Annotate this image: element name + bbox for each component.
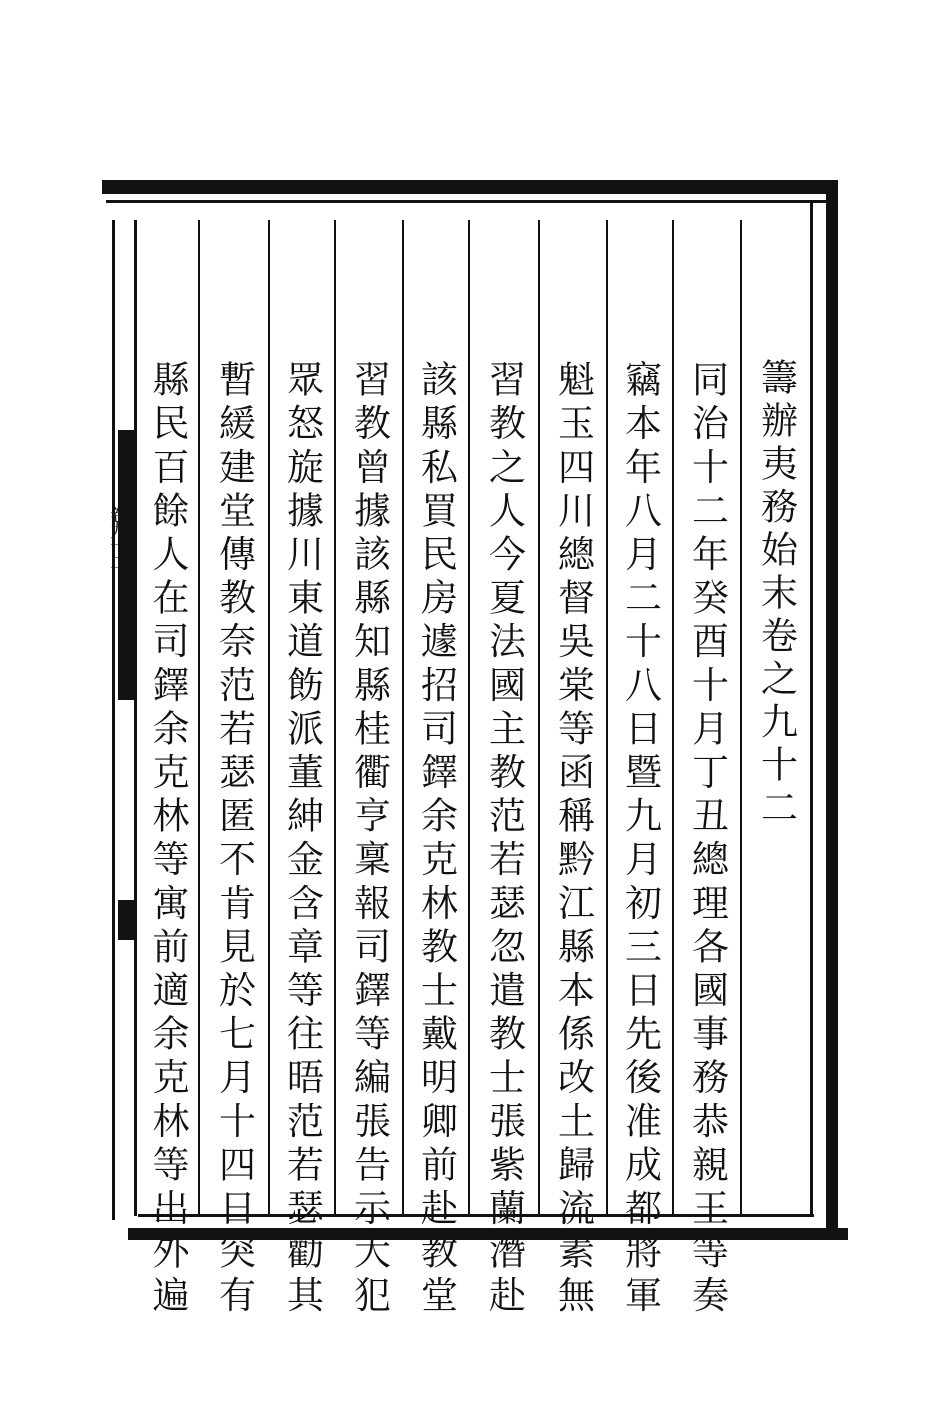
column-text: 眾怒旋據川東道飭派董紳金含章等往晤范若瑟勸其 [280,360,324,1320]
text-column [402,220,468,1320]
text-column [137,220,198,1320]
column-text: 習教曾據該縣知縣桂衢亨稟報司鐸等編張告示大犯 [347,360,391,1320]
column-text: 竊本年八月二十八日暨九月初三日先後准成都將軍 [618,360,662,1320]
column-text: 縣民百餘人在司鐸余克林等寓前適余克林等出外遍 [146,360,189,1320]
text-column [468,220,538,1320]
right-inner-border [810,200,813,1216]
text-column [606,220,672,1320]
page-title: 籌辦夷務始末卷之九十二 [754,358,798,831]
top-inner-border [106,200,828,203]
text-column [672,220,740,1320]
text-column [268,220,334,1320]
text-column [538,220,606,1320]
text-column [334,220,402,1320]
fish-tail-mark-lower [118,900,134,940]
fold-gutter [106,200,134,1230]
text-column [198,220,268,1320]
column-text: 魁玉四川總督吳棠等函稱黔江縣本係改土歸流素無 [551,360,595,1320]
text-columns [137,220,810,1320]
column-text: 同治十二年癸酉十月丁丑總理各國事務恭親王等奏 [685,360,729,1320]
column-text: 該縣私買民房遽招司鐸余克林教士戴明卿前赴教堂 [414,360,458,1320]
right-border [826,182,838,1240]
top-border [102,180,838,194]
gutter-label: 卷九十二 [107,505,128,569]
title-column [740,220,810,1214]
column-text: 習教之人今夏法國主教范若瑟忽遣教士張紫蘭潛赴 [482,360,526,1320]
column-text: 暫緩建堂傳教奈范若瑟匿不肯見於七月十四日突有 [212,360,256,1320]
gutter-rule [112,220,115,1220]
